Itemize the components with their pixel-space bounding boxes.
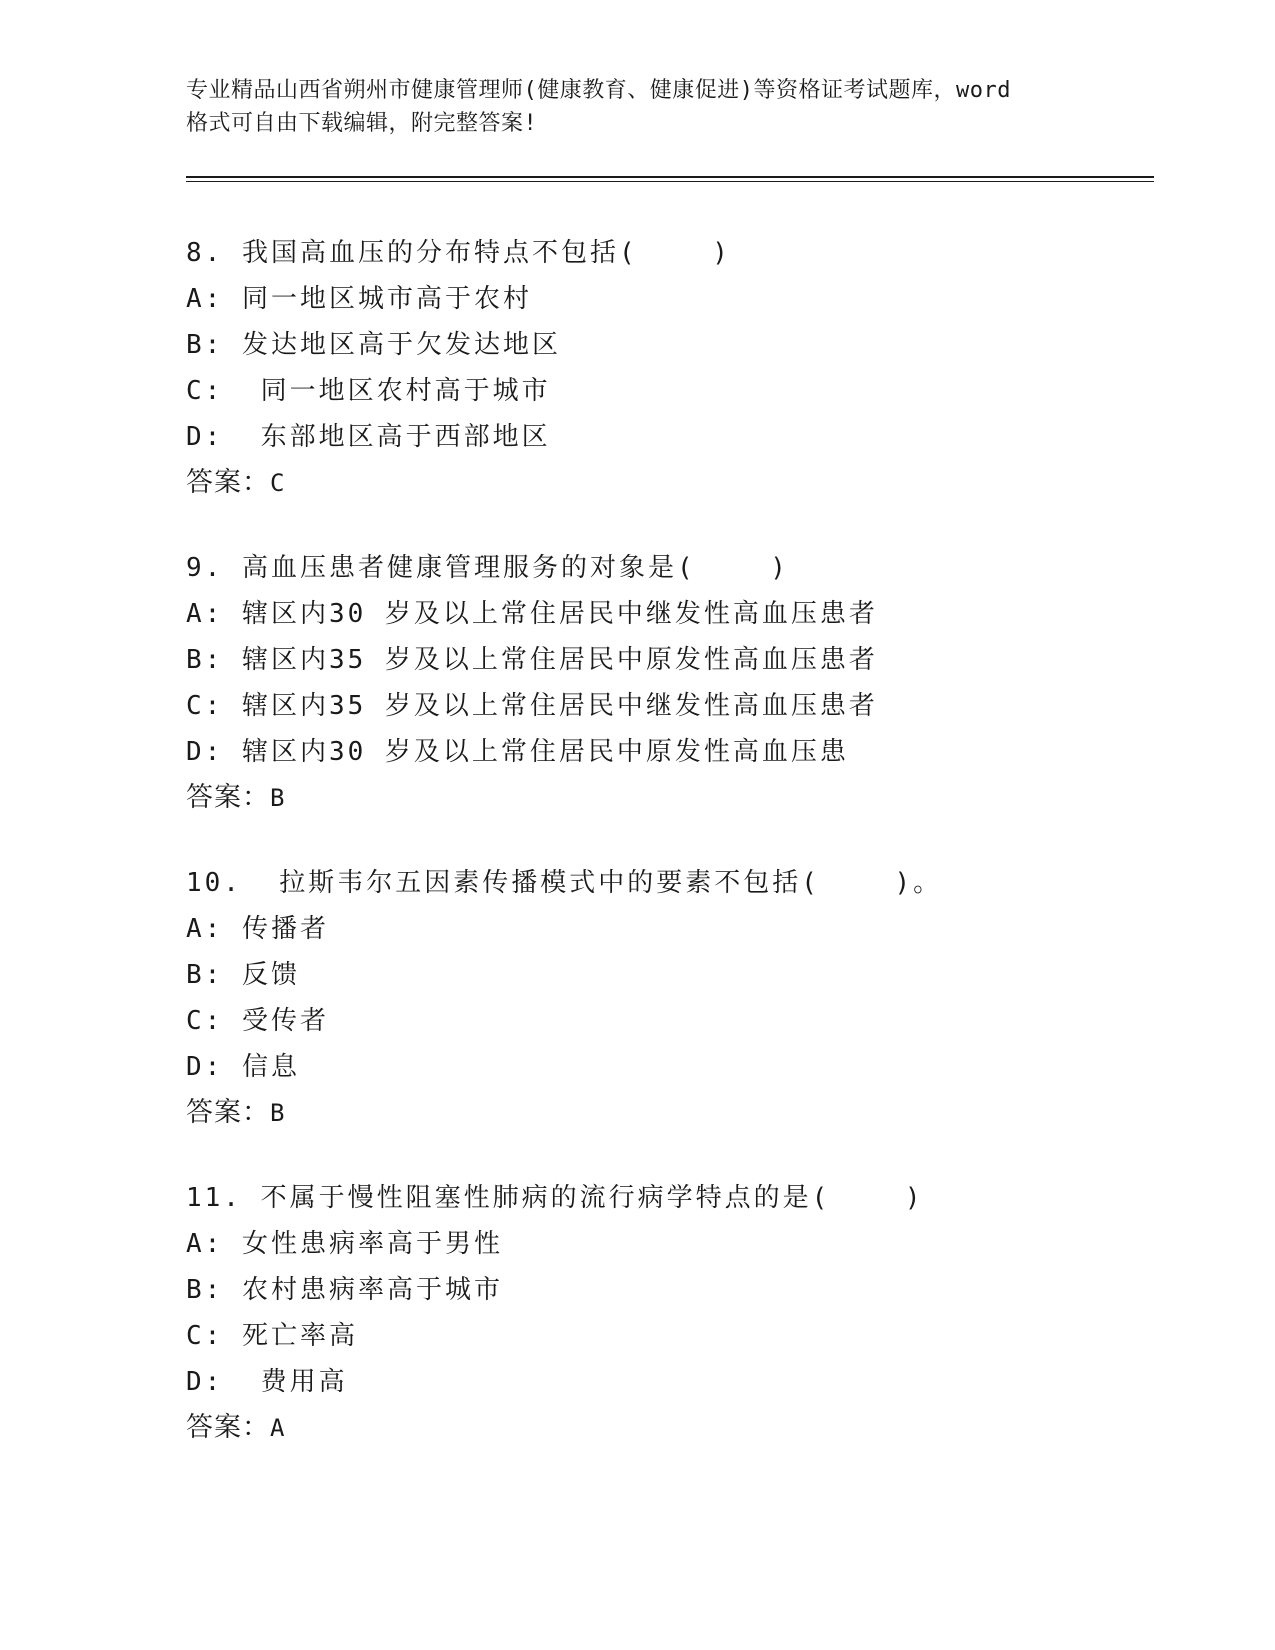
option-b: B: 发达地区高于欠发达地区 xyxy=(186,330,561,360)
option-d: D: 费用高 xyxy=(186,1367,348,1397)
option-d: D: 东部地区高于西部地区 xyxy=(186,422,551,452)
option-a: A: 同一地区城市高于农村 xyxy=(186,284,532,314)
answer-line xyxy=(186,1090,1186,1136)
answer-label: 答案： xyxy=(186,782,270,813)
answer-value: C xyxy=(270,469,286,497)
question-stem: 10. 拉斯韦尔五因素传播模式中的要素不包括( )。 xyxy=(186,868,943,898)
answer-value: B xyxy=(270,784,286,812)
option-c: C: 辖区内35 岁及以上常住居民中继发性高血压患者 xyxy=(186,691,878,721)
answer-value: B xyxy=(270,1099,286,1127)
option-a: A: 辖区内30 岁及以上常住居民中继发性高血压患者 xyxy=(186,599,878,629)
option-a: A: 传播者 xyxy=(186,914,329,944)
answer-line xyxy=(186,1405,1186,1451)
header-divider-top xyxy=(186,176,1154,178)
answer-label: 答案： xyxy=(186,467,270,498)
option-d: D: 辖区内30 岁及以上常住居民中原发性高血压患 xyxy=(186,737,849,767)
option-c: C: 受传者 xyxy=(186,1006,329,1036)
answer-label: 答案： xyxy=(186,1097,270,1128)
question-stem: 11. 不属于慢性阻塞性肺病的流行病学特点的是( ) xyxy=(186,1183,924,1213)
option-a: A: 女性患病率高于男性 xyxy=(186,1229,503,1259)
document-header xyxy=(186,74,1086,140)
header-divider-bottom xyxy=(186,181,1154,182)
question-stem: 8. 我国高血压的分布特点不包括( ) xyxy=(186,238,731,268)
header-line-1: 专业精品山西省朔州市健康管理师(健康教育、健康促进)等资格证考试题库，word xyxy=(186,78,1011,103)
question-block xyxy=(186,1175,1186,1451)
option-b: B: 辖区内35 岁及以上常住居民中原发性高血压患者 xyxy=(186,645,878,675)
option-d: D: 信息 xyxy=(186,1052,300,1082)
option-c: C: 同一地区农村高于城市 xyxy=(186,376,551,406)
answer-line xyxy=(186,460,1186,506)
question-block xyxy=(186,860,1186,1136)
answer-value: A xyxy=(270,1414,286,1442)
header-line-2: 格式可自由下载编辑，附完整答案! xyxy=(186,111,538,136)
question-stem: 9. 高血压患者健康管理服务的对象是( ) xyxy=(186,553,789,583)
option-b: B: 农村患病率高于城市 xyxy=(186,1275,503,1305)
question-block xyxy=(186,230,1186,506)
question-block xyxy=(186,545,1186,821)
option-c: C: 死亡率高 xyxy=(186,1321,358,1351)
answer-label: 答案： xyxy=(186,1412,270,1443)
option-b: B: 反馈 xyxy=(186,960,300,990)
answer-line xyxy=(186,775,1186,821)
